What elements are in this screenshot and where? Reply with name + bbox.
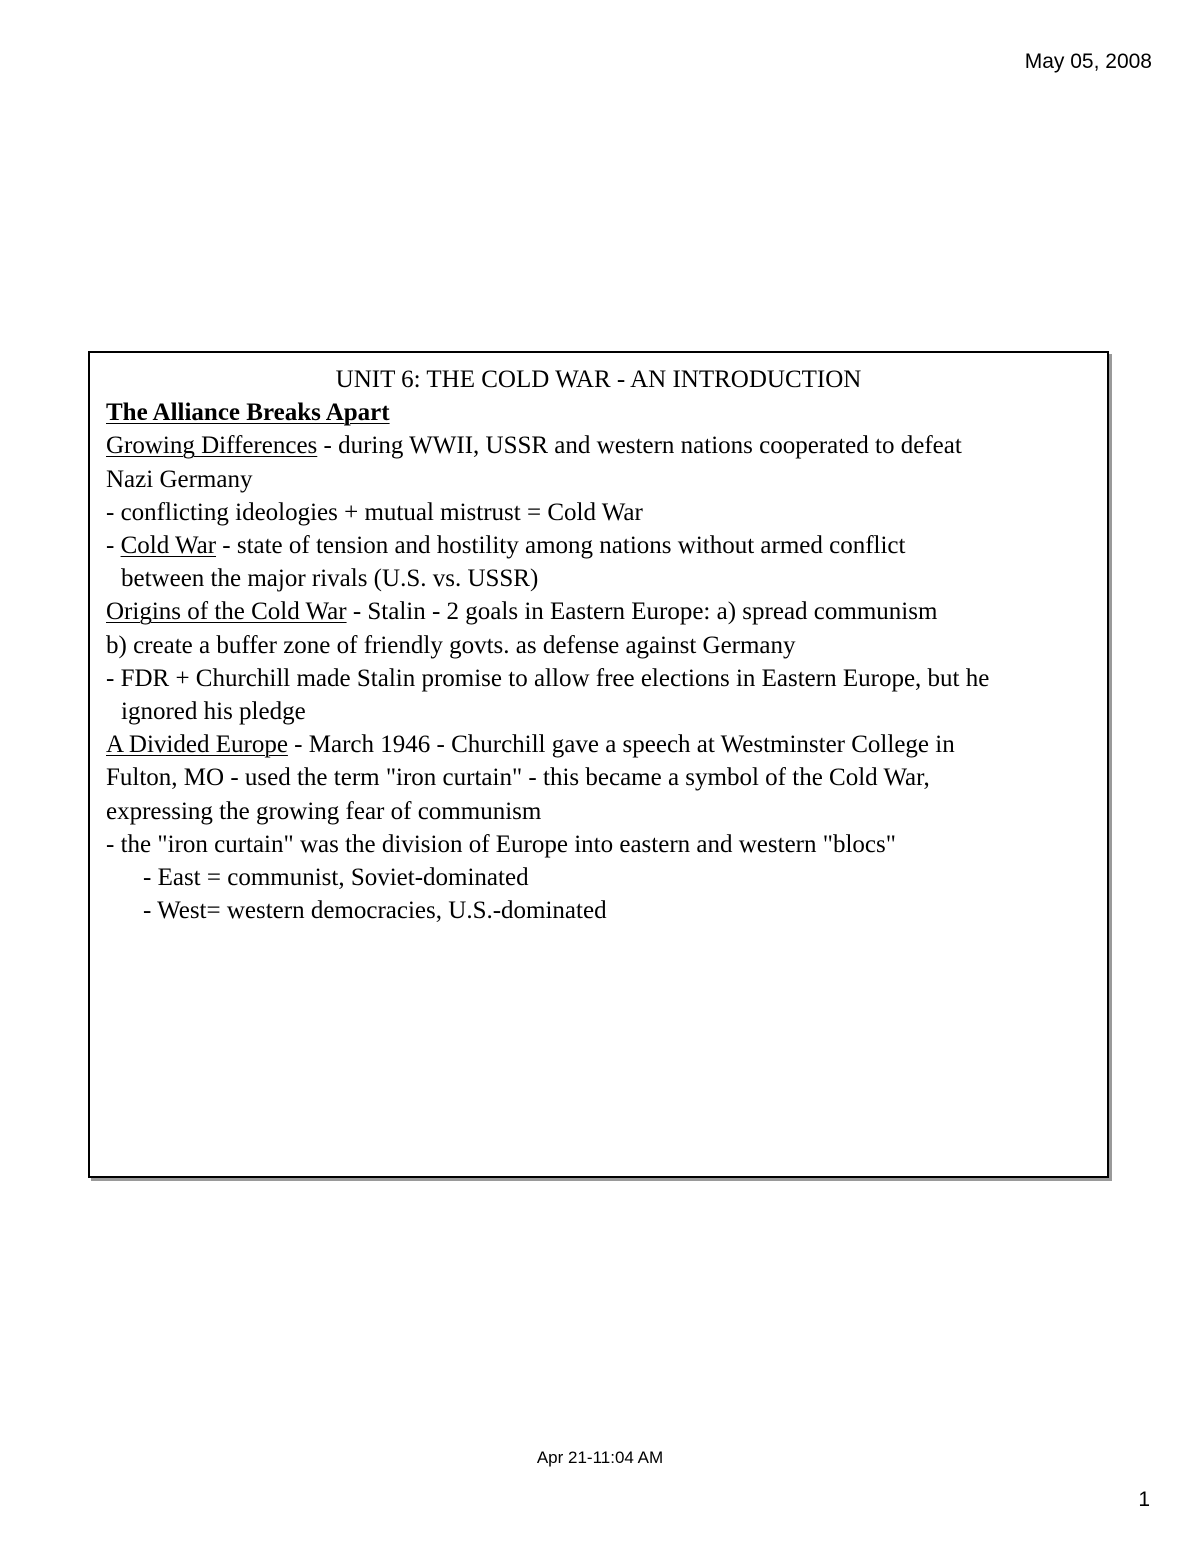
cold-war-definition-line — [106, 529, 1101, 562]
footer-timestamp: Apr 21-11:04 AM — [536, 1448, 664, 1467]
note-title: UNIT 6: THE COLD WAR - AN INTRODUCTION — [335, 366, 862, 393]
section-heading-text: The Alliance Breaks Apart — [106, 399, 390, 427]
conflicting-ideologies-line: - conflicting ideologies + mutual mistrust = Cold War — [106, 498, 643, 526]
divided-europe-fulton: Fulton, MO - used the term "iron curtain" - this became a symbol of the Cold War, — [106, 764, 930, 792]
divided-europe-line — [106, 728, 1101, 761]
section-heading — [106, 396, 1101, 429]
east-bloc-line: - East = communist, Soviet-dominated — [143, 864, 529, 892]
cold-war-prefix: - — [106, 532, 121, 560]
origins-fdr-churchill: - FDR + Churchill made Stalin promise to allow free elections in Eastern Europe, but he — [106, 664, 990, 692]
iron-curtain-line: - the "iron curtain" was the division of Europe into eastern and western "blocs" — [106, 830, 896, 858]
origins-line — [106, 595, 1101, 628]
growing-differences-term: Growing Differences — [106, 432, 318, 460]
growing-differences-text: - during WWII, USSR and western nations cooperated to defeat — [317, 432, 962, 460]
note-box — [88, 351, 1109, 1178]
cold-war-definition-continued: between the major rivals (U.S. vs. USSR) — [121, 565, 539, 593]
cold-war-term: Cold War — [120, 532, 217, 560]
page-number: 1 — [1138, 1488, 1150, 1511]
west-bloc-line: - West= western democracies, U.S.-dominated — [143, 897, 607, 925]
origins-text: - Stalin - 2 goals in Eastern Europe: a) spread communism — [346, 598, 938, 626]
growing-differences-line — [106, 429, 1101, 462]
origins-term: Origins of the Cold War — [106, 598, 347, 626]
origins-buffer-zone: b) create a buffer zone of friendly govts. as defense against Germany — [106, 631, 796, 659]
divided-europe-text: - March 1946 - Churchill gave a speech at Westminster College in — [287, 731, 955, 759]
cold-war-text: - state of tension and hostility among nations without armed conflict — [216, 532, 906, 560]
page-date: May 05, 2008 — [1024, 50, 1152, 73]
divided-europe-term: A Divided Europe — [106, 731, 288, 759]
origins-pledge: ignored his pledge — [121, 698, 306, 726]
divided-europe-fear: expressing the growing fear of communism — [106, 797, 542, 825]
growing-differences-continued: Nazi Germany — [106, 465, 253, 493]
